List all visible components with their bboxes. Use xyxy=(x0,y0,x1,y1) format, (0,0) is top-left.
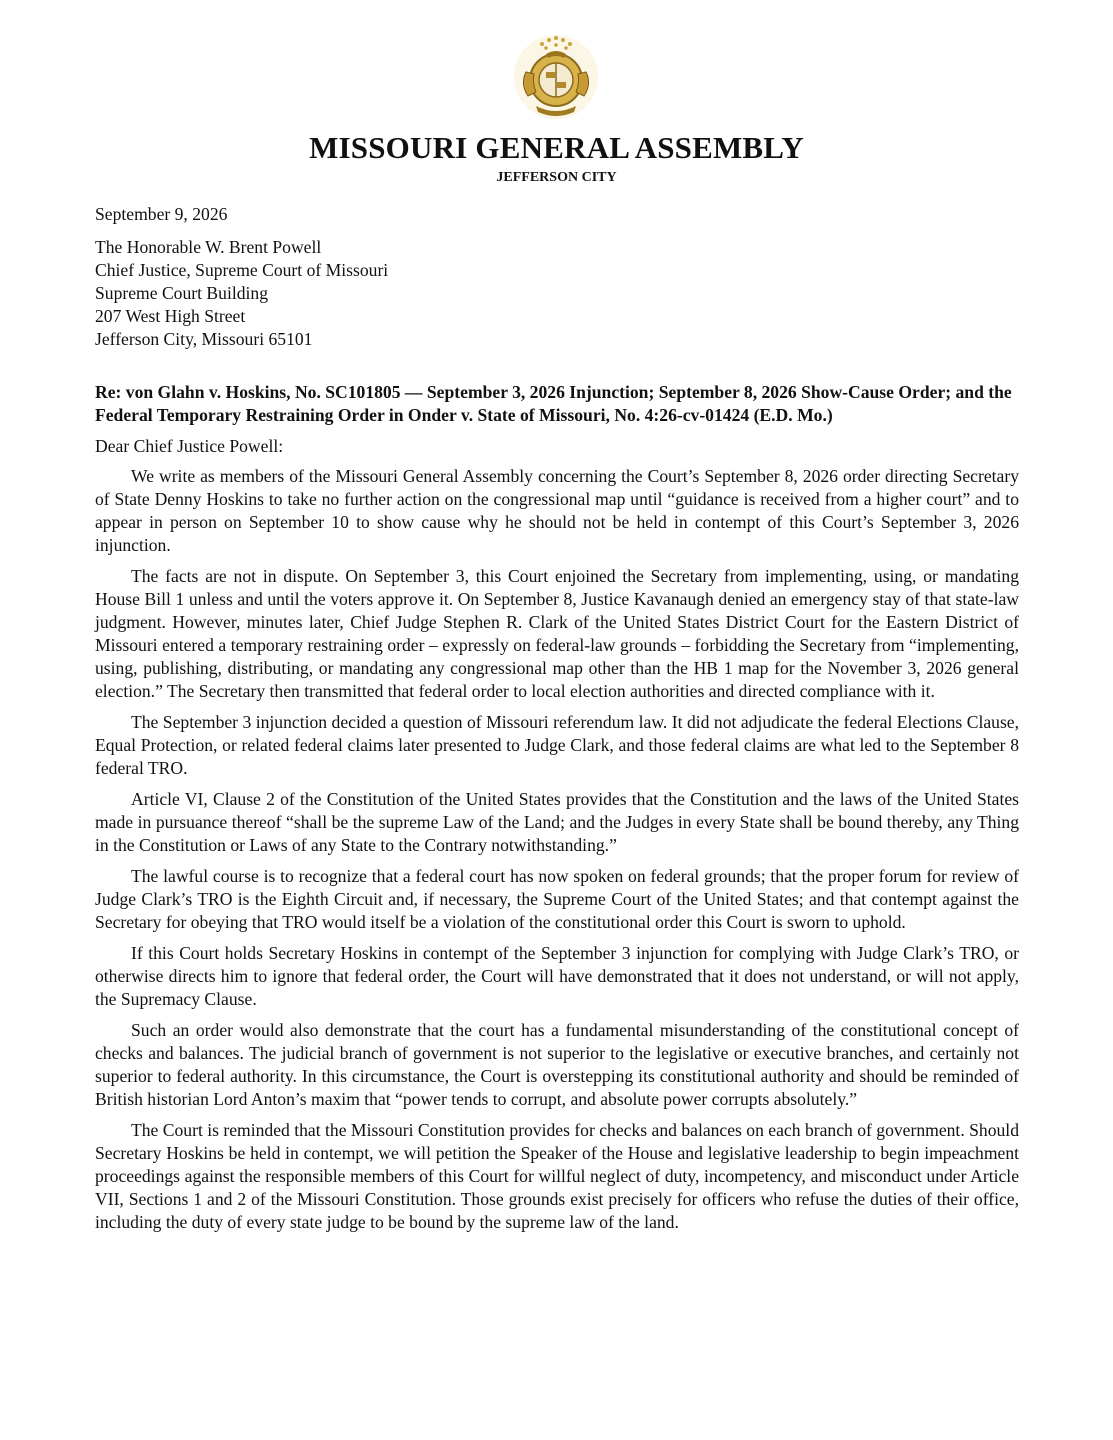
recipient-city: Jefferson City, Missouri 65101 xyxy=(95,329,313,349)
recipient-address xyxy=(95,236,1019,351)
body-paragraph-1: We write as members of the Missouri General Assembly concerning the Court’s September 8, 2026 order directing Secretary of State Denny Hoskins to take no further action on the congressional map until “guidance is received from a higher court” and to appear in person on September 10 to show cause why he should not be held in contempt of this Court’s September 3, 2026 injunction. xyxy=(95,466,1019,555)
missouri-state-seal-icon xyxy=(506,28,606,124)
salutation: Dear Chief Justice Powell: xyxy=(95,436,284,456)
letterhead-subtitle: JEFFERSON CITY xyxy=(496,170,617,185)
body-paragraph-6: If this Court holds Secretary Hoskins in contempt of the September 3 injunction for complying with Judge Clark’s TRO, or otherwise directs him to ignore that federal order, the Court will have demonstrated that it does not understand, or will not apply, the Supremacy Clause. xyxy=(95,943,1019,1009)
recipient-name: The Honorable W. Brent Powell xyxy=(95,237,322,257)
letter-date: September 9, 2026 xyxy=(95,204,228,224)
body-paragraph-5: The lawful course is to recognize that a federal court has now spoken on federal grounds; that the proper forum for review of Judge Clark’s TRO is the Eighth Circuit and, if necessary, the Supreme Court of the United States; and that contempt against the Secretary for obeying that TRO would itself be a violation of the constitutional order this Court is sworn to uphold. xyxy=(95,866,1019,932)
letterhead-title: MISSOURI GENERAL ASSEMBLY xyxy=(309,130,804,165)
letter-body xyxy=(95,203,1019,1242)
subject-line: Re: von Glahn v. Hoskins, No. SC101805 — September 3, 2026 Injunction; September 8, 2026 Show-Cause Order; and the Federal Temporary Restraining Order in Onder v. State of Missouri, No. 4:26-cv-01424 (E.D. Mo.) xyxy=(95,382,1012,425)
body-paragraph-8: The Court is reminded that the Missouri Constitution provides for checks and balances on each branch of government. Should Secretary Hoskins be held in contempt, we will petition the Speaker of the House and legislative leadership to begin impeachment proceedings against the responsible members of this Court for willful neglect of duty, incompetency, and misconduct under Article VII, Sections 1 and 2 of the Missouri Constitution. Those grounds exist precisely for officers who refuse the duties of their office, including the duty of every state judge to be bound by the supreme law of the land. xyxy=(95,1120,1019,1232)
recipient-building: Supreme Court Building xyxy=(95,283,268,303)
recipient-title: Chief Justice, Supreme Court of Missouri xyxy=(95,260,389,280)
body-paragraph-4: Article VI, Clause 2 of the Constitution of the United States provides that the Constitution and the laws of the United States made in pursuance thereof “shall be the supreme Law of the Land; and the Judges in every State shall be bound thereby, any Thing in the Constitution or Laws of any State to the Contrary notwithstanding.” xyxy=(95,789,1019,855)
recipient-street: 207 West High Street xyxy=(95,306,246,326)
body-paragraph-2: The facts are not in dispute. On September 3, this Court enjoined the Secretary from implementing, using, or mandating House Bill 1 unless and until the voters approve it. On September 8, Justice Kavanaugh denied an emergency stay of that state-law judgment. However, minutes later, Chief Judge Stephen R. Clark of the United States District Court for the Eastern District of Missouri entered a temporary restraining order – expressly on federal-law grounds – forbidding the Secretary from “implementing, using, publishing, distributing, or mandating any congressional map other than the HB 1 map for the November 3, 2026 general election.” The Secretary then transmitted that federal order to local election authorities and directed compliance with it. xyxy=(95,566,1019,701)
body-paragraph-3: The September 3 injunction decided a question of Missouri referendum law. It did not adjudicate the federal Elections Clause, Equal Protection, or related federal claims later presented to Judge Clark, and those federal claims are what led to the September 8 federal TRO. xyxy=(95,712,1019,778)
body-paragraph-7: Such an order would also demonstrate that the court has a fundamental misunderstanding of the constitutional concept of checks and balances. The judicial branch of government is not superior to the legislative or executive branches, and certainly not superior to federal authority. In this circumstance, the Court is overstepping its constitutional authority and should be reminded of British historian Lord Anton’s maxim that “power tends to corrupt, and absolute power corrupts absolutely.” xyxy=(95,1020,1019,1109)
